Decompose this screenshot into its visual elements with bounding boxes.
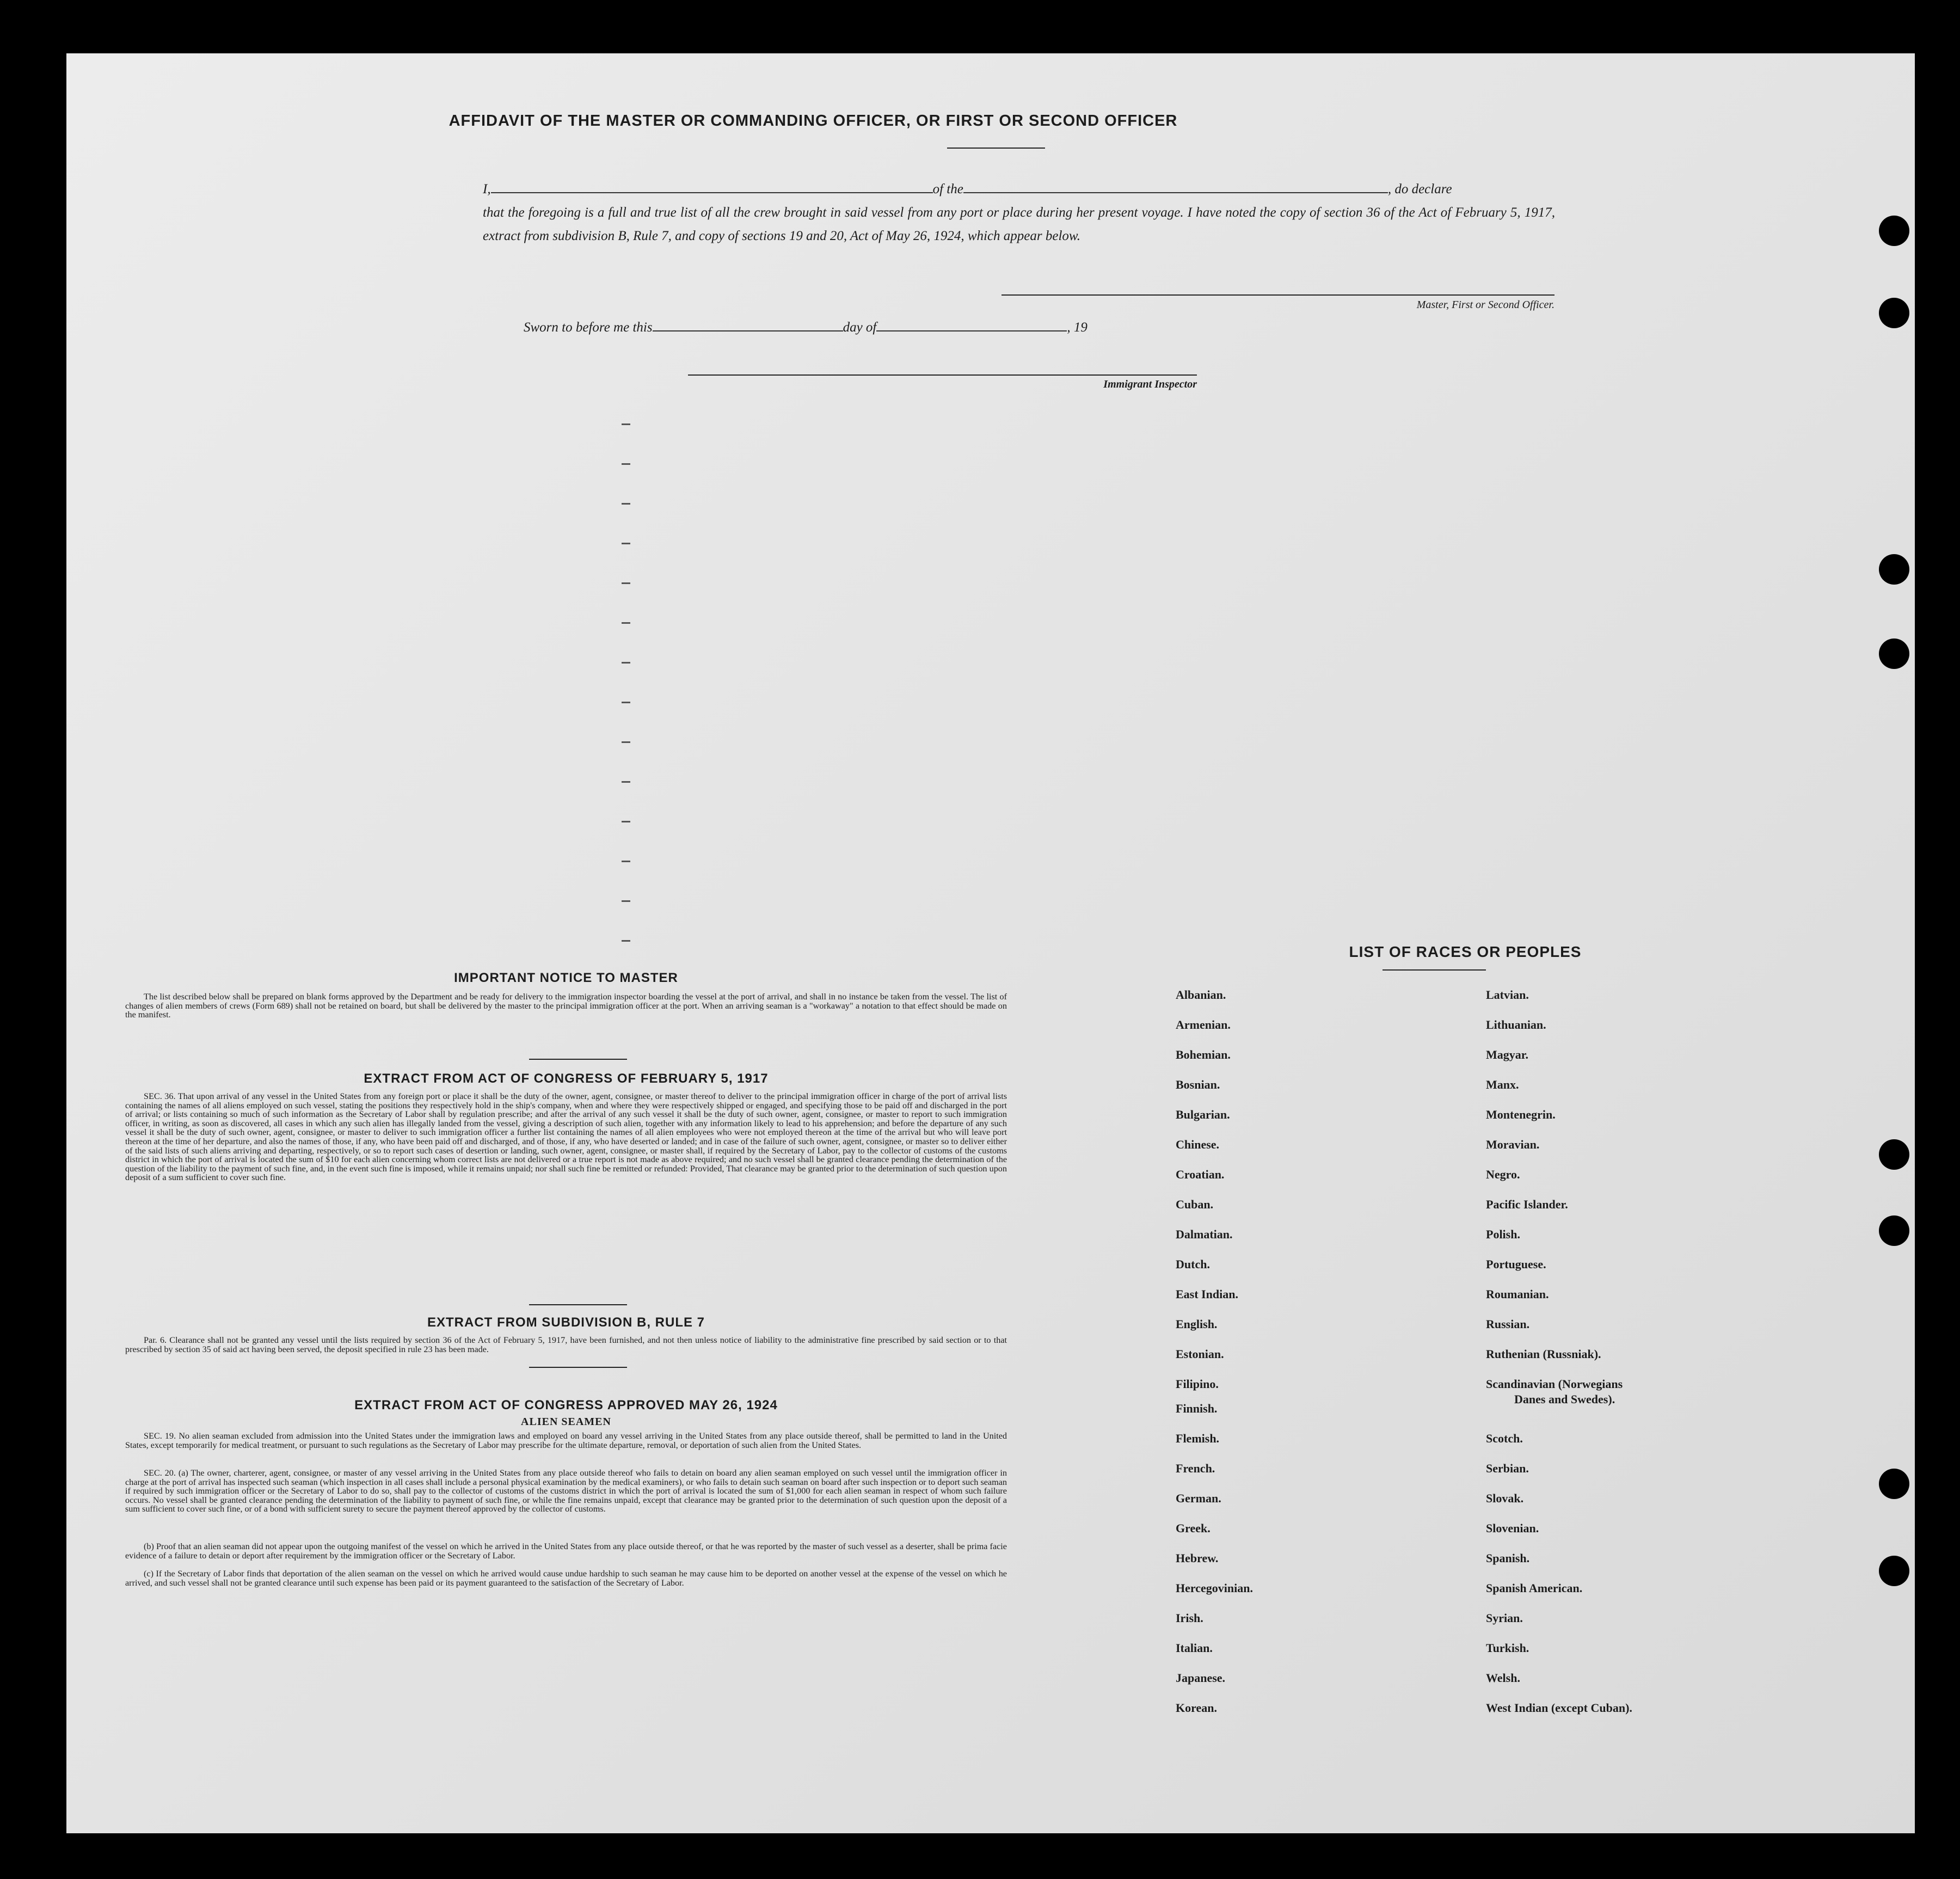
- race-item: Moravian.: [1486, 1138, 1540, 1151]
- month-blank-line: [876, 330, 1067, 331]
- race-item: Scotch.: [1486, 1432, 1523, 1445]
- race-item: East Indian.: [1176, 1287, 1238, 1301]
- race-item: Estonian.: [1176, 1347, 1224, 1361]
- race-item: Korean.: [1176, 1701, 1217, 1715]
- race-item: Hebrew.: [1176, 1551, 1219, 1565]
- row-dash: [622, 463, 630, 465]
- race-item: Montenegrin.: [1486, 1108, 1556, 1121]
- name-blank-line: [491, 192, 933, 193]
- row-dash: [622, 543, 630, 544]
- race-item: Chinese.: [1176, 1138, 1220, 1151]
- punch-hole: [1879, 1556, 1909, 1586]
- race-item: Roumanian.: [1486, 1287, 1549, 1301]
- year-prefix: , 19: [1067, 320, 1087, 335]
- race-item: German.: [1176, 1491, 1221, 1505]
- of-the-label: of the: [932, 182, 963, 197]
- row-dash: [622, 702, 630, 703]
- extract-1917-title: EXTRACT FROM ACT OF CONGRESS OF FEBRUARY 5, 1917: [364, 1071, 769, 1086]
- race-item: Turkish.: [1486, 1641, 1529, 1655]
- row-dash: [622, 781, 630, 783]
- race-item: Irish.: [1176, 1611, 1203, 1625]
- title-divider: [947, 148, 1045, 149]
- race-item: Lithuanian.: [1486, 1018, 1546, 1031]
- notice-title: IMPORTANT NOTICE TO MASTER: [454, 971, 678, 985]
- sec19-text: SEC. 19. No alien seaman excluded from admission into the United States under the immigration laws and employed on board any vessel arriving in the United States from any place outside thereof, shall be permitted to land in the United States, except temporarily for medical treatment, or pursuant to such regulations as the Secretary of Labor may prescribe for the ultimate departure, removal, or deportation of such alien from the United States.: [125, 1431, 1007, 1450]
- race-item: Filipino.: [1176, 1377, 1219, 1391]
- race-item: Magyar.: [1486, 1048, 1529, 1061]
- signature-caption: Master, First or Second Officer.: [1416, 299, 1555, 311]
- race-item: Italian.: [1176, 1641, 1213, 1655]
- race-item: Dutch.: [1176, 1257, 1210, 1271]
- section-divider: [529, 1367, 627, 1368]
- sworn-label: Sworn to before me this: [524, 320, 653, 335]
- section-divider: [529, 1059, 627, 1060]
- row-dash: [622, 741, 630, 743]
- race-item: Croatian.: [1176, 1168, 1225, 1181]
- race-item: Spanish.: [1486, 1551, 1530, 1565]
- extract-1917-text: SEC. 36. That upon arrival of any vessel in the United States from any foreign port or place it shall be the duty of the owner, agent, consignee, or master thereof to deliver to the principal immigration officer in charge of the port of arrival lists containing the names of all aliens employed on such vessel, stating the positions they respectively hold in the ship's company, when and where they were respectively shipped or engaged, and specifying those to be paid off and discharged in the port of arrival; or lists containing so much of such information as the Secretary of Labor shall by regulation prescribe; and after the arrival of any such vessel it shall be the duty of such owner, agent, consignee, or master to report to such immigration officer, in writing, as soon as discovered, all cases in which any such alien has illegally landed from the vessel, giving a description of such alien, together with any information likely to lead to his apprehension; and before the departure of any such vessel it shall be the duty of such owner, agent, consignee, or master to deliver to such immigration officer a further list containing the names of all alien employees who were not employed thereon at the time of the arrival but who will leave port thereon at the time of her departure, and also the names of those, if any, who have been paid off and discharged, and of those, if any, who have deserted or landed; and in case of the failure of such owner, agent, consignee, or master so to deliver either of the said lists of such aliens arriving and departing, respectively, or so to report such cases of desertion or landing, such owner, agent, consignee, or master shall, if required by the Secretary of Labor, pay to the collector of customs of the customs district in which the port of arrival is located the sum of $10 for each alien concerning whom correct lists are not delivered or a true report is not made as above required; and no such vessel shall be granted clearance pending the determination of the question of the liability to the payment of such fine, and, in the event such fine is imposed, while it remains unpaid; nor shall such fine be remitted or refunded: Provided, That clearance may be granted prior to the determination of such question upon deposit of a sum sufficient to cover such fine.: [125, 1091, 1007, 1183]
- row-dash: [622, 940, 630, 942]
- punch-hole: [1879, 1215, 1909, 1246]
- rule7-title: EXTRACT FROM SUBDIVISION B, RULE 7: [427, 1315, 705, 1330]
- race-item: Pacific Islander.: [1486, 1198, 1568, 1211]
- punch-hole: [1879, 1139, 1909, 1170]
- races-title: LIST OF RACES OR PEOPLES: [1349, 943, 1582, 960]
- race-item: Danes and Swedes).: [1514, 1392, 1615, 1406]
- notice-text: The list described below shall be prepared on blank forms approved by the Department and be ready for delivery to the immigration inspector boarding the vessel at the port of arrival, and shall in no instance be taken from the vessel. The list of changes of alien members of crews (Form 689) shall not be retained on board, but shall be delivered by the master to the principal immigration officer at the port. When an arriving seaman is a "workaway" a notation to that effect should be made on the manifest.: [125, 992, 1007, 1020]
- race-item: Dalmatian.: [1176, 1227, 1233, 1241]
- day-of-label: day of: [843, 320, 877, 335]
- sworn-line: [524, 320, 1087, 335]
- race-item: Hercegovinian.: [1176, 1581, 1253, 1595]
- row-dash: [622, 503, 630, 505]
- races-divider: [1383, 969, 1486, 971]
- row-dash: [622, 423, 630, 425]
- vessel-blank-line: [963, 192, 1388, 193]
- race-item: Greek.: [1176, 1521, 1211, 1535]
- sec20b-text: (b) Proof that an alien seaman did not appear upon the outgoing manifest of the vessel on which he arrived in the United States from any place outside thereof, or that he was reported by the master of such vessel as a deserter, shall be prima facie evidence of a failure to detain or deport after requirement by the immigration officer or the Secretary of Labor.: [125, 1542, 1007, 1561]
- race-item: Serbian.: [1486, 1462, 1529, 1475]
- inspector-line: [688, 374, 1197, 376]
- section-divider: [529, 1304, 627, 1305]
- race-item: Bohemian.: [1176, 1048, 1231, 1061]
- sec20a-text: SEC. 20. (a) The owner, charterer, agent, consignee, or master of any vessel arriving in the United States from any place outside thereof who fails to detain on board any alien seaman employed on such vessel until the immigration officer in charge at the port of arrival has inspected such seaman (which inspection in all cases shall include a personal physical examination by the medical examiners), or who fails to detain such seaman on board after such inspection or to deport such seaman if required by such immigration officer or the Secretary of Labor to do so, shall pay to the collector of customs of the customs district in which the port of arrival is located the sum of $1,000 for each alien seaman in respect of whom such failure occurs. No vessel shall be granted clearance pending the determination of the liability to payment of such fine, or while the fine remains unpaid, except that clearance may be granted prior to the determination of such question upon the deposit of a sum sufficient to cover such fine, or of a bond with sufficient surety to secure the payment thereof approved by the collector of customs.: [125, 1468, 1007, 1514]
- sec20c-text: (c) If the Secretary of Labor finds that deportation of the alien seaman on the vessel on which he arrived would cause undue hardship to such seaman he may cause him to be deported on another vessel at the expense of the vessel on which he arrived, and such vessel shall not be granted clearance until such expense has been paid or its payment guaranteed to the satisfaction of the Secretary of Labor.: [125, 1569, 1007, 1588]
- affidavit-title: AFFIDAVIT OF THE MASTER OR COMMANDING OFFICER, OR FIRST OR SECOND OFFICER: [448, 112, 1178, 130]
- race-item: Flemish.: [1176, 1432, 1220, 1445]
- race-item: Finnish.: [1176, 1402, 1218, 1415]
- race-item: Bulgarian.: [1176, 1108, 1230, 1121]
- race-item: English.: [1176, 1317, 1218, 1331]
- race-item: Ruthenian (Russniak).: [1486, 1347, 1601, 1361]
- race-item: Portuguese.: [1486, 1257, 1546, 1271]
- inspector-caption: Immigrant Inspector: [1103, 378, 1197, 390]
- punch-hole: [1879, 554, 1909, 585]
- race-item: Cuban.: [1176, 1198, 1214, 1211]
- signature-line: [1001, 294, 1555, 296]
- race-item: Slovak.: [1486, 1491, 1524, 1505]
- race-item: Slovenian.: [1486, 1521, 1539, 1535]
- race-item: Scandinavian (Norwegians: [1486, 1377, 1623, 1391]
- day-blank-line: [653, 330, 843, 331]
- punch-hole: [1879, 1469, 1909, 1499]
- race-item: Bosnian.: [1176, 1078, 1220, 1091]
- do-declare-label: , do declare: [1387, 182, 1452, 197]
- race-item: Albanian.: [1176, 988, 1226, 1002]
- punch-hole: [1879, 638, 1909, 669]
- row-dash: [622, 662, 630, 664]
- race-item: Negro.: [1486, 1168, 1520, 1181]
- race-item: Welsh.: [1486, 1671, 1520, 1685]
- race-item: Polish.: [1486, 1227, 1520, 1241]
- race-item: French.: [1176, 1462, 1215, 1475]
- extract-1924-title: EXTRACT FROM ACT OF CONGRESS APPROVED MAY 26, 1924: [354, 1398, 778, 1413]
- i-label: I,: [483, 182, 491, 197]
- punch-hole: [1879, 298, 1909, 328]
- race-item: West Indian (except Cuban).: [1486, 1701, 1632, 1715]
- race-item: Armenian.: [1176, 1018, 1231, 1031]
- punch-hole: [1879, 216, 1909, 246]
- race-item: Japanese.: [1176, 1671, 1226, 1685]
- row-dash: [622, 582, 630, 584]
- alien-seamen-subtitle: ALIEN SEAMEN: [521, 1416, 611, 1428]
- row-dash: [622, 622, 630, 624]
- race-item: Spanish American.: [1486, 1581, 1583, 1595]
- race-item: Latvian.: [1486, 988, 1529, 1002]
- declaration-block: [483, 177, 1555, 248]
- row-dash: [622, 861, 630, 862]
- race-item: Manx.: [1486, 1078, 1519, 1091]
- rule7-text: Par. 6. Clearance shall not be granted any vessel until the lists required by section 36 of the Act of February 5, 1917, have been furnished, and not then unless notice of liability to the administrative fine prescribed by said section or to that prescribed by section 35 of said act having been served, the deposit specified in rule 23 has been made.: [125, 1335, 1007, 1354]
- declaration-text: that the foregoing is a full and true list of all the crew brought in said vessel from any port or place during her present voyage. I have noted the copy of section 36 of the Act of February 5, 1917, extract from subdivision B, Rule 7, and copy of sections 19 and 20, Act of May 26, 1924, which appear below.: [483, 205, 1555, 243]
- race-item: Russian.: [1486, 1317, 1530, 1331]
- race-item: Syrian.: [1486, 1611, 1523, 1625]
- row-dash: [622, 821, 630, 822]
- row-dash: [622, 900, 630, 902]
- document-page: [66, 53, 1915, 1833]
